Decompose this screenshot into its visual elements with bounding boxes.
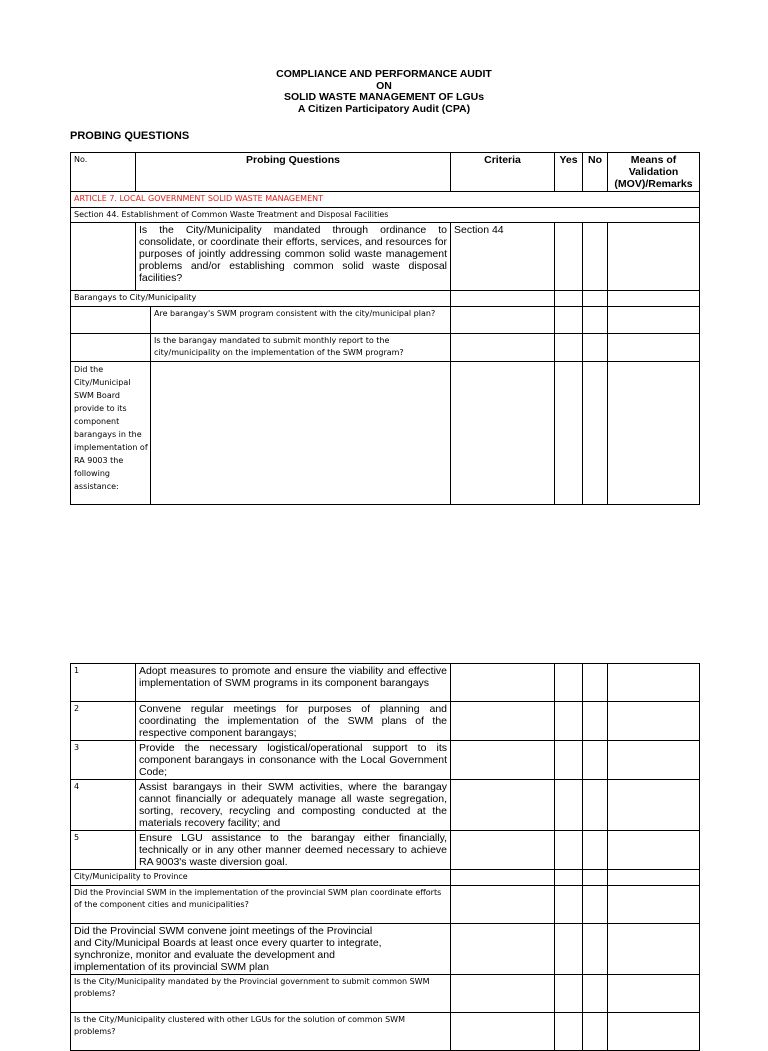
no-cell[interactable]	[583, 780, 608, 831]
yes-cell[interactable]	[555, 223, 583, 291]
question-text: Did the Provincial SWM in the implementation of the provincial SWM plan coordinate efforts of the component cities and municipalities?	[71, 885, 451, 923]
yes-cell[interactable]	[555, 831, 583, 870]
yes-cell[interactable]	[555, 702, 583, 741]
item-text: Assist barangays in their SWM activities, where the barangay cannot financially or adequately manage all waste segregation, sorting, recovery, recycling and composting conducted at the materials recovery facility; and	[136, 780, 451, 831]
criteria-cell	[451, 741, 555, 780]
mov-cell[interactable]	[608, 361, 700, 504]
mov-cell[interactable]	[608, 1012, 700, 1050]
yes-cell[interactable]	[555, 306, 583, 333]
probing-questions-table-continued	[70, 663, 700, 1051]
item-text: Convene regular meetings for purposes of planning and coordinating the implementation of the SWM plans of the respective component barangays;	[136, 702, 451, 741]
question-cell	[151, 361, 451, 504]
yes-cell[interactable]	[555, 664, 583, 702]
table-row	[71, 361, 700, 504]
criteria-cell	[451, 870, 555, 886]
item-text: Adopt measures to promote and ensure the viability and effective implementation of SWM programs in its component barangays	[136, 664, 451, 702]
no-cell[interactable]	[583, 223, 608, 291]
col-no-answer: No	[583, 153, 608, 192]
question-text: Is the City/Municipality mandated by the Provincial government to submit common SWM problems?	[71, 974, 451, 1012]
item-text: Ensure LGU assistance to the barangay either financially, technically or in any other manner deemed necessary to achieve RA 9003's waste diversion goal.	[136, 831, 451, 870]
question-text: Did the Provincial SWM convene joint meetings of the Provincial and City/Municipal Boards at least once every quarter to integrate, synchronize, monitor and evaluate the development and implementation of its provincial SWM plan	[71, 923, 451, 974]
criteria-text: Section 44	[451, 223, 555, 291]
criteria-cell	[451, 831, 555, 870]
item-number: 4	[71, 780, 136, 831]
no-cell[interactable]	[583, 974, 608, 1012]
no-cell[interactable]	[583, 664, 608, 702]
probing-questions-table	[70, 152, 700, 505]
no-cell[interactable]	[583, 702, 608, 741]
yes-cell[interactable]	[555, 923, 583, 974]
item-number: 1	[71, 664, 136, 702]
mov-cell[interactable]	[608, 870, 700, 886]
table-row	[71, 664, 700, 702]
item-number: 2	[71, 702, 136, 741]
subsection-heading: City/Municipality to Province	[71, 870, 451, 886]
question-text: Did the City/Municipal SWM Board provide to its component barangays in the implementation of RA 9003 the following assistance:	[71, 361, 151, 504]
yes-cell[interactable]	[555, 741, 583, 780]
col-mov: Means of Validation (MOV)/Remarks	[608, 153, 700, 192]
row-no-cell	[71, 333, 151, 361]
criteria-cell	[451, 306, 555, 333]
criteria-cell	[451, 923, 555, 974]
table-row	[71, 741, 700, 780]
yes-cell[interactable]	[555, 885, 583, 923]
header-line-4: A Citizen Participatory Audit (CPA)	[297, 102, 471, 115]
row-no-cell	[71, 306, 151, 333]
mov-cell[interactable]	[608, 831, 700, 870]
col-no: No.	[71, 153, 136, 192]
no-cell[interactable]	[583, 333, 608, 361]
mov-cell[interactable]	[608, 291, 700, 307]
table-row	[71, 923, 700, 974]
table-row	[71, 702, 700, 741]
mov-cell[interactable]	[608, 885, 700, 923]
no-cell[interactable]	[583, 870, 608, 886]
row-no-cell	[71, 223, 136, 291]
col-probing-questions: Probing Questions	[136, 153, 451, 192]
question-text: Are barangay's SWM program consistent with the city/municipal plan?	[151, 306, 451, 333]
mov-cell[interactable]	[608, 702, 700, 741]
question-text: Is the City/Municipality mandated through ordinance to consolidate, or coordinate their efforts, services, and resources for purposes of jointly addressing common solid waste management problems and/or establishing common solid waste disposal facilities?	[136, 223, 451, 291]
no-cell[interactable]	[583, 885, 608, 923]
criteria-cell	[451, 885, 555, 923]
mov-cell[interactable]	[608, 223, 700, 291]
question-text: Is the City/Municipality clustered with other LGUs for the solution of common SWM problems?	[71, 1012, 451, 1050]
mov-cell[interactable]	[608, 306, 700, 333]
section-title: PROBING QUESTIONS	[70, 130, 190, 142]
yes-cell[interactable]	[555, 291, 583, 307]
mov-cell[interactable]	[608, 780, 700, 831]
no-cell[interactable]	[583, 1012, 608, 1050]
criteria-cell	[451, 291, 555, 307]
question-text: Is the barangay mandated to submit monthly report to the city/municipality on the implementation of the SWM program?	[151, 333, 451, 361]
yes-cell[interactable]	[555, 333, 583, 361]
yes-cell[interactable]	[555, 361, 583, 504]
col-criteria: Criteria	[451, 153, 555, 192]
no-cell[interactable]	[583, 741, 608, 780]
criteria-cell	[451, 974, 555, 1012]
yes-cell[interactable]	[555, 780, 583, 831]
mov-cell[interactable]	[608, 333, 700, 361]
criteria-cell	[451, 1012, 555, 1050]
header-line-2: ON	[376, 79, 392, 92]
yes-cell[interactable]	[555, 1012, 583, 1050]
table-row	[71, 1012, 700, 1050]
no-cell[interactable]	[583, 361, 608, 504]
table-row	[71, 333, 700, 361]
criteria-cell	[451, 333, 555, 361]
no-cell[interactable]	[583, 291, 608, 307]
criteria-cell	[451, 702, 555, 741]
criteria-cell	[451, 780, 555, 831]
document-header	[0, 69, 768, 115]
yes-cell[interactable]	[555, 870, 583, 886]
table-row	[71, 885, 700, 923]
criteria-cell	[451, 664, 555, 702]
table-row	[71, 223, 700, 291]
table-row	[71, 870, 700, 886]
table-row	[71, 780, 700, 831]
table-row	[71, 974, 700, 1012]
col-yes: Yes	[555, 153, 583, 192]
yes-cell[interactable]	[555, 974, 583, 1012]
table-row	[71, 306, 700, 333]
table-row	[71, 291, 700, 307]
header-line-3: SOLID WASTE MANAGEMENT OF LGUs	[283, 91, 485, 103]
article-heading: ARTICLE 7. LOCAL GOVERNMENT SOLID WASTE MANAGEMENT	[71, 192, 700, 208]
item-number: 5	[71, 831, 136, 870]
mov-cell[interactable]	[608, 741, 700, 780]
item-number: 3	[71, 741, 136, 780]
no-cell[interactable]	[583, 306, 608, 333]
no-cell[interactable]	[583, 831, 608, 870]
mov-cell[interactable]	[608, 974, 700, 1012]
no-cell[interactable]	[583, 923, 608, 974]
subsection-heading: Barangays to City/Municipality	[71, 291, 451, 307]
criteria-cell	[451, 361, 555, 504]
mov-cell[interactable]	[608, 664, 700, 702]
table-header-row	[71, 153, 700, 192]
item-text: Provide the necessary logistical/operational support to its component barangays in consonance with the Local Government Code;	[136, 741, 451, 780]
mov-cell[interactable]	[608, 923, 700, 974]
table-row	[71, 831, 700, 870]
header-line-1: COMPLIANCE AND PERFORMANCE AUDIT	[276, 68, 492, 80]
section-44-heading: Section 44. Establishment of Common Waste Treatment and Disposal Facilities	[71, 207, 700, 223]
